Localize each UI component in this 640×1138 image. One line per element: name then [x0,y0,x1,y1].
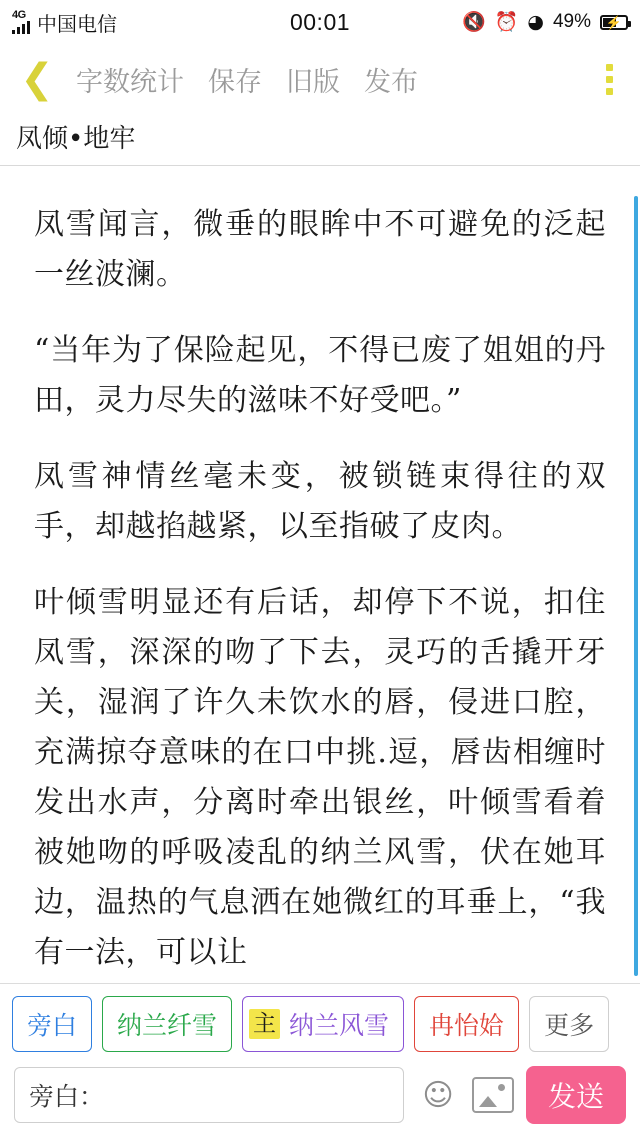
message-input-row [0,1062,640,1138]
role-chip-narration[interactable]: 旁白 [12,996,92,1052]
message-input[interactable]: 旁白： [14,1067,404,1123]
network-type-label: 4G [12,9,26,21]
status-bar-right [462,11,628,33]
word-count-button[interactable]: 字数统计 [76,66,184,97]
carrier-label: 中国电信 [37,11,117,36]
image-icon[interactable] [472,1077,514,1113]
role-chip-more[interactable]: 更多 [529,996,609,1052]
send-button[interactable]: 发送 [526,1066,626,1124]
mute-icon: 🔇 [462,10,486,33]
old-version-button[interactable]: 旧版 [286,66,340,97]
emoji-icon[interactable]: ☺ [422,1077,454,1113]
role-chip-label: 纳兰风雪 [289,1011,390,1040]
role-chip-ran-yiling[interactable]: 冉怡姶 [414,996,519,1052]
document-body[interactable] [0,186,640,982]
kebab-menu-icon[interactable] [598,64,624,95]
alarm-icon: ⏰ [494,10,519,33]
publish-button[interactable]: 发布 [364,66,418,97]
battery-percent-label: 49% [552,11,591,32]
paragraph: 凤雪闻言，微垂的眼眸中不可避免的泛起一丝波澜。 [34,207,606,292]
main-role-badge: 主 [249,1009,280,1039]
vertical-scrollbar[interactable] [634,196,638,976]
page-title: 凤倾•地牢 [16,124,136,154]
role-chip-nalan-fengxue[interactable] [242,996,404,1052]
paragraph: 凤雪神情丝毫未变，被锁链束得往的双手，却越掐越紧，以至指破了皮肉。 [34,459,606,544]
paragraph: 叶倾雪明显还有后话，却停下不说，扣住凤雪，深深的吻了下去，灵巧的舌撬开牙关，湿润了许久未饮水的唇，侵进口腔，充满掠夺意味的在口中挑.逗，唇齿相缠时发出水声，分离时牵出银丝，叶倾雪看着被她吻的呼吸凌乱的纳兰风雪，伏在她耳边，温热的气息洒在她微红的耳垂上，“我有一法，可以让 [34,585,606,970]
editor-toolbar [0,44,640,114]
role-chip-nalan-xianxue[interactable]: 纳兰纤雪 [102,996,232,1052]
role-chip-row [0,984,640,1062]
status-bar-clock: 00:01 [289,8,351,35]
status-bar [0,0,640,44]
paragraph: “当年为了保险起见，不得已废了姐姐的丹田，灵力尽失的滋味不好受吧。” [34,333,606,418]
battery-icon: ⚡ [600,15,628,30]
signal-bars-icon [12,21,30,34]
save-button[interactable]: 保存 [208,66,262,97]
wifi-icon: ◕ [527,10,544,33]
bottom-bar [0,983,640,1138]
signal-icon [12,10,30,34]
back-chevron-icon[interactable]: ❮ [20,56,54,102]
status-bar-left [12,8,117,37]
title-divider [0,165,640,166]
